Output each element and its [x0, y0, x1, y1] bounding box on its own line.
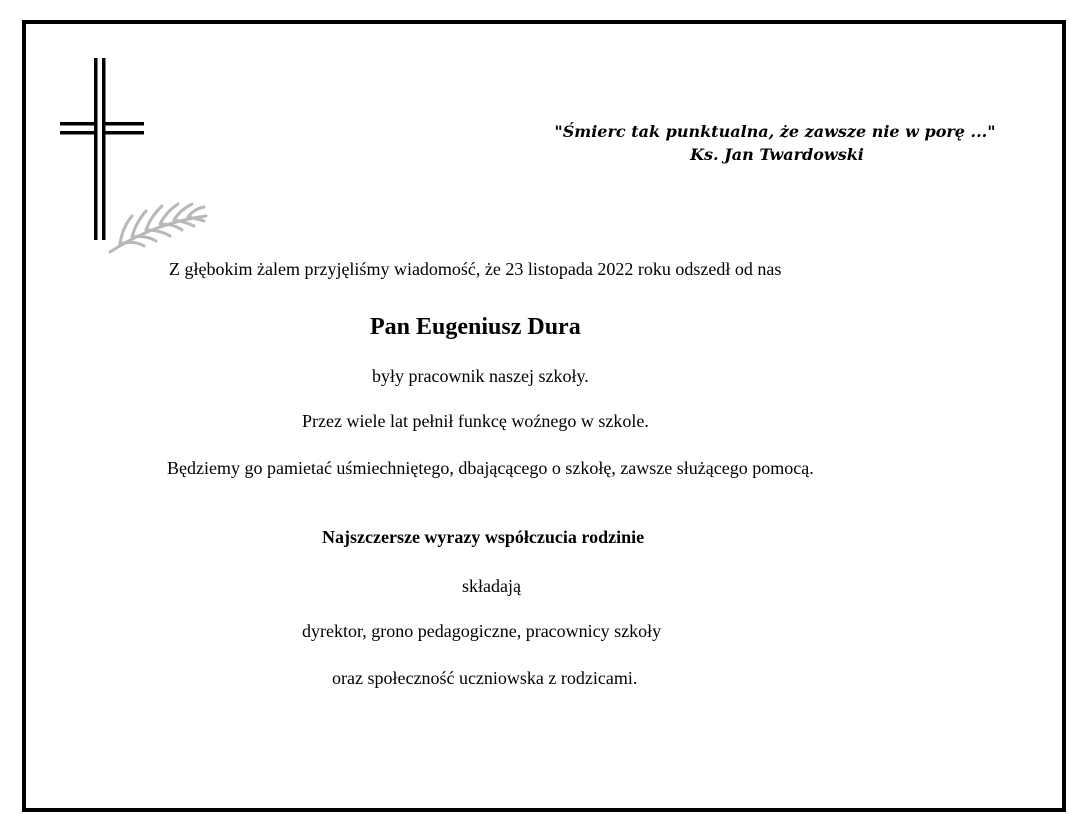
- cross-icon: [58, 56, 218, 258]
- description-line-3: Będziemy go pamietać uśmiechniętego, dbającącego o szkołę, zawsze służącego pomocą.: [167, 458, 814, 478]
- intro-text: Z głębokim żalem przyjęliśmy wiadomość, że 23 listopada 2022 roku odszedł od nas: [169, 259, 782, 279]
- signature-line-1: składają: [462, 576, 521, 596]
- quote-author: Ks. Jan Twardowski: [690, 145, 864, 164]
- description-line-2: Przez wiele lat pełnił funkcę woźnego w szkole.: [302, 411, 649, 431]
- condolences-heading: Najszczersze wyrazy współczucia rodzinie: [322, 527, 645, 547]
- quote-text: "Śmierc tak punktualna, że zawsze nie w porę ...": [554, 122, 996, 141]
- deceased-name: Pan Eugeniusz Dura: [370, 314, 581, 340]
- palm-branch-icon: [110, 204, 206, 252]
- description-line-1: były pracownik naszej szkoły.: [372, 366, 589, 386]
- quote-block: [540, 120, 1010, 166]
- signature-line-3: oraz społeczność uczniowska z rodzicami.: [332, 668, 638, 688]
- signature-line-2: dyrektor, grono pedagogiczne, pracownicy szkoły: [302, 621, 662, 641]
